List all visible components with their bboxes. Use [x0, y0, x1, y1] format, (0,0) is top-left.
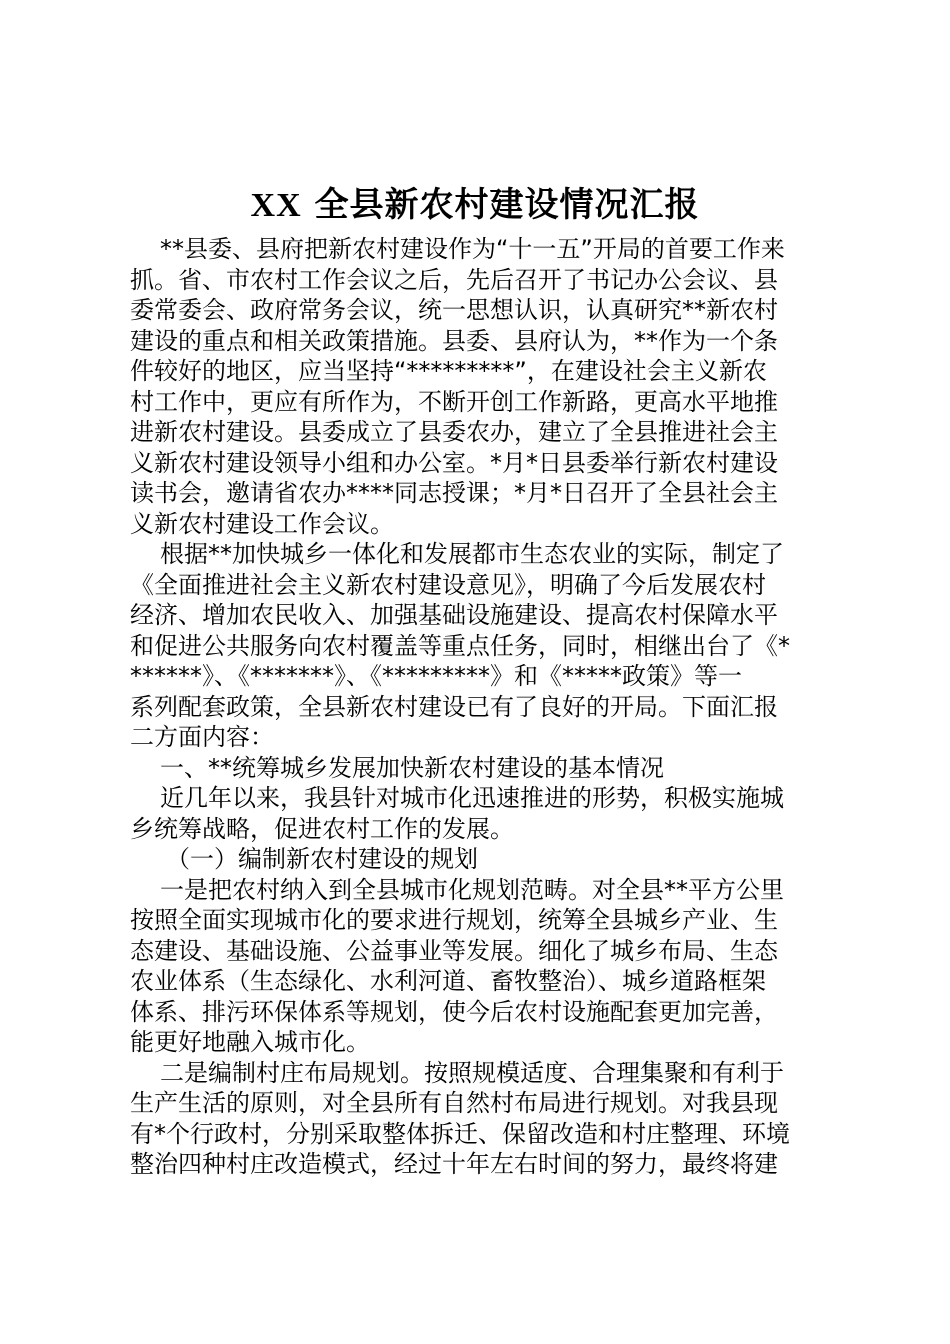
subsection-heading: （一）编制新农村建设的规划 [166, 845, 478, 873]
body-line: 二方面内容： [130, 723, 274, 751]
title-prefix: XX [250, 187, 302, 224]
body-line: 整治四种村庄改造模式，经过十年左右时间的努力，最终将建 [130, 1150, 778, 1178]
body-line: 村工作中，更应有所作为，不断开创工作新路，更高水平地推 [130, 387, 778, 416]
body-line: ******》、《*******》、《*********》和《*****政策》等一 [130, 662, 742, 690]
body-line: 根据**加快城乡一体化和发展都市生态农业的实际，制定了 [160, 540, 784, 568]
body-line: 和促进公共服务向农村覆盖等重点任务，同时，相继出台了《* [130, 631, 790, 660]
body-line: 经济、增加农民收入、加强基础设施建设、提高农村保障水平 [130, 601, 778, 629]
body-line: 二是编制村庄布局规划。按照规模适度、合理集聚和有利于 [160, 1058, 784, 1087]
body-line: 有*个行政村，分别采取整体拆迁、保留改造和村庄整理、环境 [130, 1119, 790, 1148]
body-line: 态建设、基础设施、公益事业等发展。细化了城乡布局、生态 [130, 936, 778, 965]
body-line: **县委、县府把新农村建设作为“十一五”开局的首要工作来 [160, 235, 785, 263]
body-line: 义新农村建设工作会议。 [130, 509, 394, 538]
body-line: 委常委会、政府常务会议，统一思想认识，认真研究**新农村 [130, 296, 778, 324]
title-main: 全县新农村建设情况汇报 [314, 185, 700, 225]
body-line: 系列配套政策，全县新农村建设已有了良好的开局。下面汇报 [130, 692, 778, 721]
body-line: 《全面推进社会主义新农村建设意见》，明确了今后发展农村 [130, 570, 766, 599]
body-line: 体系、排污环保体系等规划，使今后农村设施配套更加完善， [130, 997, 778, 1026]
body-line: 建设的重点和相关政策措施。县委、县府认为，**作为一个条 [130, 326, 778, 355]
body-line: 读书会，邀请省农办****同志授课；*月*日召开了全县社会主 [130, 479, 778, 507]
body-line: 生产生活的原则，对全县所有自然村布局进行规划。对我县现 [130, 1089, 778, 1117]
body-line: 一是把农村纳入到全县城市化规划范畴。对全县**平方公里 [160, 875, 784, 904]
document-body [130, 234, 830, 1180]
body-line: 乡统筹战略，促进农村工作的发展。 [130, 814, 514, 843]
body-line: 抓。省、市农村工作会议之后，先后召开了书记办公会议、县 [130, 265, 778, 294]
body-line: 义新农村建设领导小组和办公室。*月*日县委举行新农村建设 [130, 448, 778, 477]
body-line: 农业体系（生态绿化、水利河道、畜牧整治）、城乡道路框架 [130, 967, 766, 995]
body-line: 进新农村建设。县委成立了县委农办，建立了全县推进社会主 [130, 418, 778, 446]
body-line: 按照全面实现城市化的要求进行规划，统筹全县城乡产业、生 [130, 906, 778, 934]
body-line: 件较好的地区，应当坚持“*********”，在建设社会主义新农 [130, 357, 767, 385]
document-title [0, 182, 950, 229]
body-line: 能更好地融入城市化。 [130, 1028, 370, 1056]
body-line: 近几年以来，我县针对城市化迅速推进的形势，积极实施城 [160, 784, 784, 812]
section-heading: 一、**统筹城乡发展加快新农村建设的基本情况 [160, 753, 664, 782]
